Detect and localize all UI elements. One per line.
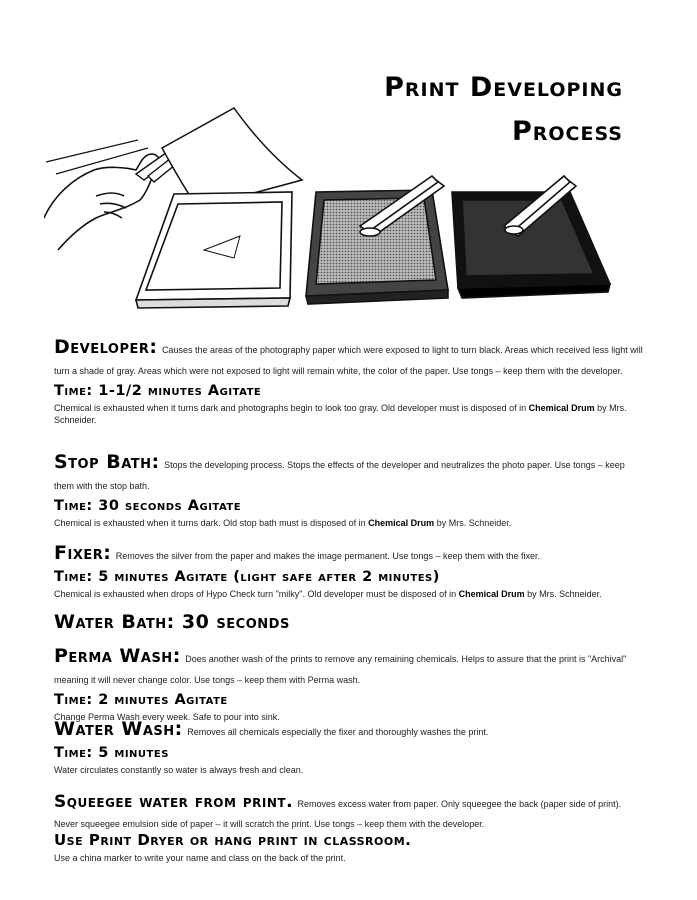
squeegee-section — [54, 792, 646, 833]
stop-bath-heading: Stop Bath: — [54, 451, 160, 473]
fixer-section — [54, 542, 646, 600]
fixer-time: Time: 5 minutes Agitate (light safe after 2 minutes) — [54, 568, 440, 585]
squeegee-description: Removes excess water from paper. Only squeegee the back (paper side of print). Never squeegee emulsion side of paper – it will scratch the print. Use tongs – keep them with the developer. — [54, 799, 622, 830]
developer-section — [54, 336, 646, 426]
water-wash-description: Removes all chemicals especially the fixer and thoroughly washes the print. — [187, 727, 489, 737]
perma-wash-time: Time: 2 minutes Agitate — [54, 691, 228, 708]
fixer-heading: Fixer: — [54, 542, 112, 564]
perma-wash-section — [54, 645, 646, 723]
developer-heading: Developer: — [54, 336, 158, 358]
dryer-note: Use a china marker to write your name and class on the back of the print. — [54, 852, 346, 863]
perma-wash-heading: Perma Wash: — [54, 645, 181, 667]
stop-bath-description: Stops the developing process. Stops the effects of the developer and neutralizes the photo paper. Use tongs – keep them with the stop bath. — [54, 460, 625, 491]
water-wash-heading: Water Wash: — [54, 718, 183, 740]
water-wash-time: Time: 5 minutes — [54, 744, 169, 761]
dryer-heading: Use Print Dryer or hang print in classroom. — [54, 831, 412, 849]
squeegee-heading: Squeegee water from print. — [54, 792, 294, 812]
developer-tray-icon — [136, 192, 292, 308]
stop-bath-time: Time: 30 seconds Agitate — [54, 497, 242, 514]
water-wash-section — [54, 718, 646, 776]
water-bath-heading: Water Bath: 30 seconds — [54, 611, 290, 633]
page-title-line2: Process — [511, 116, 623, 147]
dryer-section — [54, 829, 646, 864]
developer-time: Time: 1-1/2 minutes Agitate — [54, 382, 262, 399]
developer-note: Chemical is exhausted when it turns dark and photographs begin to look too gray. Old developer must is disposed of in Chemical Drum by Mrs. Schneider. — [54, 402, 627, 425]
water-bath-section — [54, 611, 646, 635]
page-title-line1: Print Developing — [384, 72, 623, 103]
perma-wash-description: Does another wash of the prints to remove any remaining chemicals. Helps to assure that the print is "Archival" meaning it will never change color. Use tongs – keep them with Perma wash. — [54, 654, 627, 685]
stop-bath-note: Chemical is exhausted when it turns dark. Old stop bath must is disposed of in Chemical Drum by Mrs. Schneider. — [54, 517, 512, 528]
stop-bath-tray-icon — [306, 176, 448, 304]
stop-bath-section — [54, 451, 646, 529]
perma-wash-note: Change Perma Wash every week. Safe to pour into sink. — [54, 711, 280, 722]
fixer-description: Removes the silver from the paper and makes the image permanent. Use tongs – keep them with the fixer. — [115, 551, 540, 561]
tray-illustration — [44, 100, 624, 315]
fixer-tray-icon — [452, 176, 610, 298]
water-wash-note: Water circulates constantly so water is always fresh and clean. — [54, 764, 304, 775]
developer-description: Causes the areas of the photography paper which were exposed to light to turn black. Areas which received less light will turn a shade of gray. Areas which were not exposed to light will remain white, the color of the paper. Use tongs – keep them with the developer. — [54, 345, 643, 376]
fixer-note: Chemical is exhausted when drops of Hypo Check turn "milky". Old developer must be disposed of in Chemical Drum by Mrs. Schneider. — [54, 588, 602, 599]
